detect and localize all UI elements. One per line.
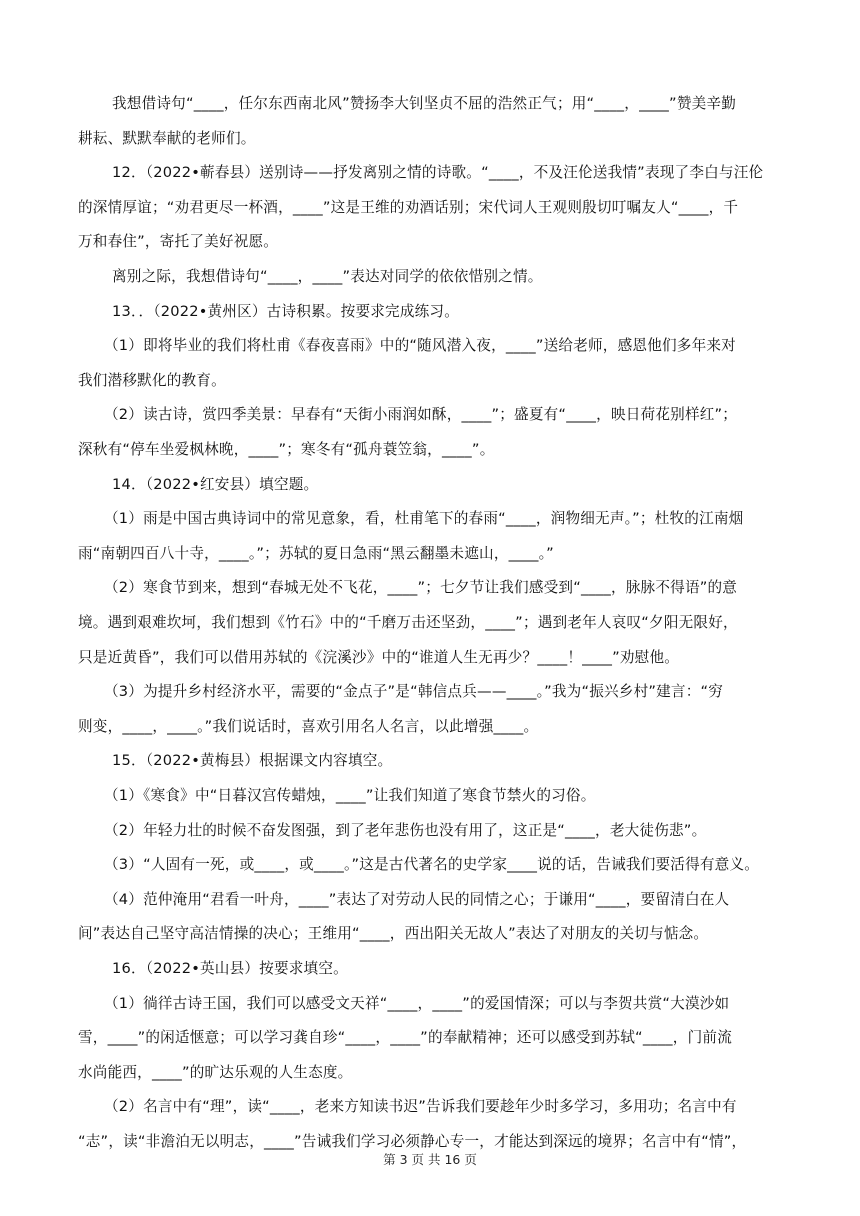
- text-line: （1）《寒食》中“日暮汉宫传蜡烛，____”让我们知道了寒食节禁火的习俗。: [104, 787, 596, 804]
- text-line: 雨“南朝四百八十寺，____。”；苏轼的夏日急雨“黑云翻墨未遮山，____。”: [78, 544, 554, 562]
- text-line: 14．（2022•红安县）填空题。: [112, 475, 319, 493]
- text-line: 我想借诗句“____，任尔东西南北风”赞扬李大钊坚贞不屈的浩然正气；用“____，____”赞美辛勤: [112, 95, 736, 112]
- text-line: 境。遇到艰难坎坷，我们想到《竹石》中的“千磨万击还坚劲，____”；遇到老年人哀叹“夕阳无限好，: [78, 614, 738, 631]
- text-line: 15．（2022•黄梅县）根据课文内容填空。: [112, 752, 393, 770]
- text-line: 万和春住”，寄托了美好祝愿。: [78, 233, 279, 251]
- text-line: （3）“人固有一死，或____，或____。”这是古代著名的史学家____说的话，告诫我们要活得有意义。: [104, 856, 760, 874]
- text-line: 12．（2022•蕲春县）送别诗——抒发离别之情的诗歌。“____，不及汪伦送我情”表现了李白与汪伦: [112, 164, 764, 182]
- text-line: （3）为提升乡村经济水平，需要的“金点子”是“韩信点兵——____。”我为“振兴乡村”建言：“穷: [104, 683, 724, 701]
- text-line: （2）名言中有“理”，读“____，老来方知读书迟”告诉我们要趁年少时多学习，多用功；名言中有: [104, 1098, 737, 1116]
- text-line: 我们潜移默化的教育。: [78, 371, 226, 389]
- text-line: 的深情厚谊；“劝君更尽一杯酒，____”这是王维的劝酒话别；宋代词人王观则殷切叮嘱友人“____，千: [78, 198, 739, 216]
- text-line: （1）雨是中国古典诗词中的常见意象，看，杜甫笔下的春雨“____，润物细无声。”；杜牧的江南烟: [104, 510, 744, 528]
- page-footer: 第 3 页 共 16 页: [383, 1152, 477, 1167]
- text-line: 只是近黄昏”，我们可以借用苏轼的《浣溪沙》中的“谁道人生无再少？____！____”劝慰他。: [78, 648, 680, 666]
- text-line: （1）即将毕业的我们将杜甫《春夜喜雨》中的“随风潜入夜，____”送给老师，感恩他们多年来对: [104, 337, 736, 355]
- text-line: 间”表达自己坚守高洁情操的决心；王维用“____，西出阳关无故人”表达了对朋友的关切与惦念。: [78, 925, 709, 943]
- text-line: 雪，____”的闲适惬意；可以学习龚自珍“____，____”的奉献精神；还可以感受到苏轼“____，门前流: [78, 1029, 732, 1047]
- text-line: 水尚能西，____”的旷达乐观的人生态度。: [78, 1063, 353, 1081]
- text-line: （1）徜徉古诗王国，我们可以感受文天祥“____，____”的爱国情深；可以与李贺共赏“大漠沙如: [104, 994, 730, 1012]
- text-line: 深秋有“停车坐爱枫林晚，____”；寒冬有“孤舟蓑笠翁，____”。: [78, 441, 495, 458]
- text-line: （2）寒食节到来，想到“春城无处不飞花，____”；七夕节让我们感受到“____，脉脉不得语”的意: [104, 579, 738, 597]
- text-line: 则变，____，____。”我们说话时，喜欢引用名人名言，以此增强____。: [78, 717, 539, 735]
- text-line: “志”，读“非澹泊无以明志，____”告诫我们学习必须静心专一，才能达到深远的境界；名言中有“情”，: [78, 1133, 747, 1150]
- text-line: 13．．（2022•黄州区）古诗积累。按要求完成练习。: [112, 302, 459, 320]
- text-line: 耕耘、默默奉献的老师们。: [78, 129, 256, 147]
- text-line: （2）读古诗，赏四季美景：早春有“天街小雨润如酥，____”；盛夏有“____，映日荷花别样红”；: [104, 406, 738, 424]
- text-line: （2）年轻力壮的时候不奋发图强，到了老年悲伤也没有用了，这正是“____，老大徒伤悲”。: [104, 821, 707, 839]
- text-line: 离别之际，我想借诗句“____，____”表达对同学的依依惜别之情。: [112, 268, 543, 285]
- text-line: 16．（2022•英山县）按要求填空。: [112, 960, 348, 977]
- text-line: （4）范仲淹用“君看一叶舟，____”表达了对劳动人民的同情之心；于谦用“____，要留清白在人: [104, 890, 730, 908]
